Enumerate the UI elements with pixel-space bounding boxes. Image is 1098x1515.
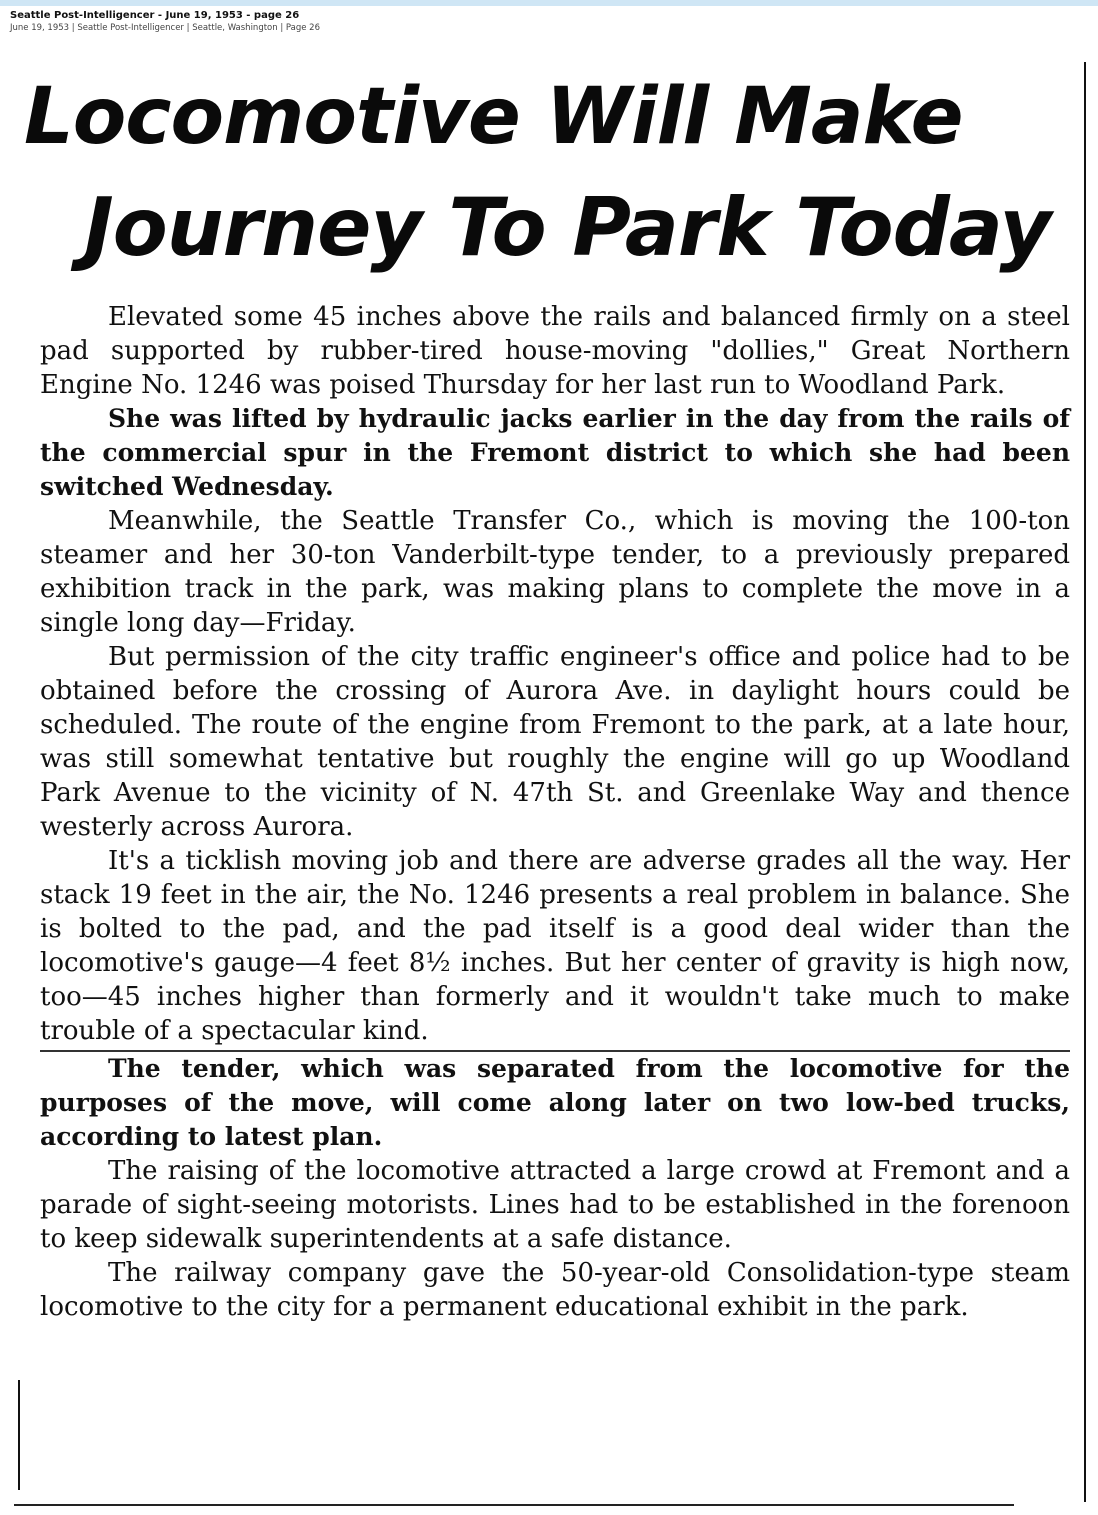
paragraph-1: Elevated some 45 inches above the rails and balanced firmly on a steel pad supported by rubber-tired house-moving "dollies," Great Northern Engine No. 1246 was poised Thursday for her last run to Woodland Park.: [40, 302, 1070, 400]
paragraph-2: She was lifted by hydraulic jacks earlier in the day from the rails of the commercial spur in the Fremont district to which she had been switched Wednesday.: [40, 404, 1070, 501]
document-subtitle: June 19, 1953 | Seattle Post-Intelligencer | Seattle, Washington | Page 26: [10, 23, 321, 33]
paragraph-5: It's a ticklish moving job and there are adverse grades all the way. Her stack 19 feet in the air, the No. 1246 presents a real problem in balance. She is bolted to the pad, and the pad itself is a good deal wider than the locomotive's gauge—4 feet 8½ inches. But her center of gravity is high now, too—45 inches higher than formerly and it wouldn't take much to make trouble of a spectacular kind.: [40, 846, 1070, 1046]
article-body: [40, 300, 1070, 1324]
column-rule-left: [18, 1380, 20, 1490]
paragraph-6: The tender, which was separated from the locomotive for the purposes of the move, will come along later on two low-bed trucks, according to latest plan.: [40, 1054, 1070, 1151]
paragraph-4: But permission of the city traffic engineer's office and police had to be obtained before the crossing of Aurora Ave. in daylight hours could be scheduled. The route of the engine from Fremont to the park, at a late hour, was still somewhat tentative but roughly the engine will go up Woodland Park Avenue to the vicinity of N. 47th St. and Greenlake Way and thence westerly across Aurora.: [40, 642, 1070, 842]
document-title: Seattle Post-Intelligencer - June 19, 1953 - page 26: [10, 10, 300, 21]
newspaper-clipping: [14, 50, 1090, 1510]
paragraph-3: Meanwhile, the Seattle Transfer Co., which is moving the 100-ton steamer and her 30-ton Vanderbilt-type tender, to a previously prepared exhibition track in the park, was making plans to complete the move in a single long day—Friday.: [40, 506, 1070, 638]
column-rule-bottom: [14, 1504, 1014, 1506]
top-band: [0, 0, 1098, 6]
headline-line-1: Locomotive Will Make: [24, 72, 963, 162]
headline-line-2: Journey To Park Today: [84, 181, 1051, 274]
column-rule-right: [1084, 62, 1086, 1502]
paragraph-8: The railway company gave the 50-year-old Consolidation-type steam locomotive to the city for a permanent educational exhibit in the park.: [40, 1258, 1070, 1322]
paragraph-7: The raising of the locomotive attracted a large crowd at Fremont and a parade of sight-seeing motorists. Lines had to be established in the forenoon to keep sidewalk superintendents at a safe distance.: [40, 1156, 1070, 1254]
document-meta: [10, 9, 910, 34]
